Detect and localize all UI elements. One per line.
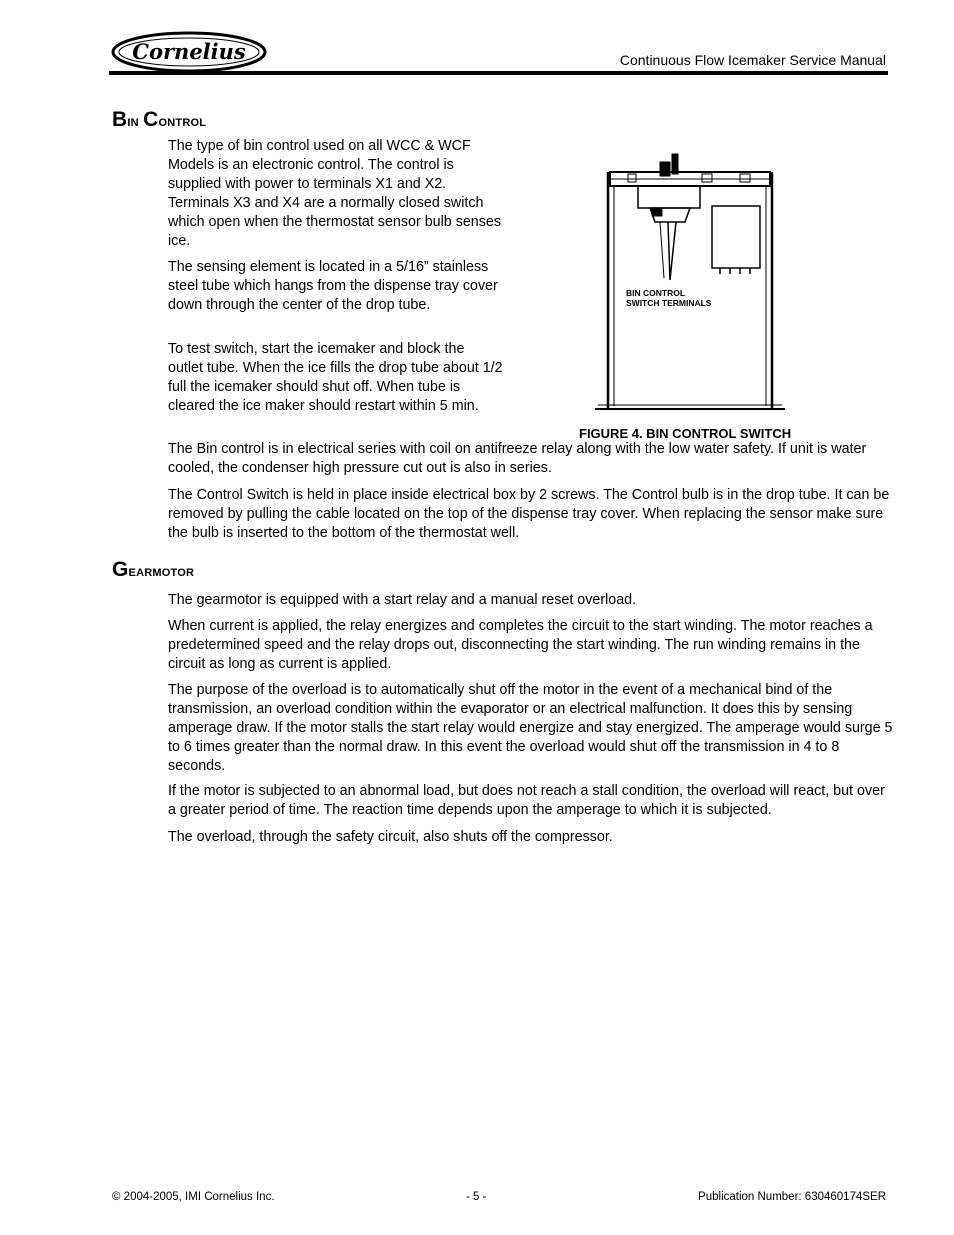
cornelius-logo bbox=[109, 27, 269, 77]
bin-control-heading: Bin Control bbox=[112, 108, 207, 131]
bin-control-paragraph-1: The type of bin control used on all WCC & WCF Models is an electronic control. The control is supplied with power to terminals X1 and X2. Terminals X3 and X4 are a normally closed switch which open when the thermostat sensor bulb senses ice. bbox=[168, 138, 501, 249]
gearmotor-paragraph-3: The purpose of the overload is to automatically shut off the motor in the event of a mechanical bind of the transmission, an overload condition within the evaporator or an electrical malfunction. It does this by sensing amperage draw. If the motor stalls the start relay would energize and stay energized. The amperage would surge 5 to 6 times greater than the normal draw. In this event the overload would shut off the transmission in 4 to 8 seconds. bbox=[168, 682, 893, 774]
manual-title: Continuous Flow Icemaker Service Manual bbox=[619, 52, 886, 68]
gearmotor-paragraph-2: When current is applied, the relay energizes and completes the circuit to the start winding. The motor reaches a predetermined speed and the relay drops out, disconnecting the start winding. The run winding remains in the circuit as long as current is applied. bbox=[168, 618, 873, 672]
footer-publication-number: Publication Number: 630460174SER bbox=[698, 1191, 886, 1203]
bin-control-paragraph-4: The Bin control is in electrical series with coil on antifreeze relay along with the low water safety. If unit is water cooled, the condenser high pressure cut out is also in series. bbox=[168, 441, 867, 476]
gearmotor-paragraph-5: The overload, through the safety circuit, also shuts off the compressor. bbox=[168, 829, 613, 845]
footer-page-number: - 5 - bbox=[466, 1191, 487, 1203]
figure-caption: FIGURE 4. BIN CONTROL SWITCH bbox=[579, 426, 792, 441]
bin-control-paragraph-3: To test switch, start the icemaker and block the outlet tube. When the ice fills the drop tube about 1/2 full the icemaker should shut off. When tube is cleared the ice maker should restart within 5 min. bbox=[168, 341, 503, 414]
gearmotor-paragraph-1: The gearmotor is equipped with a start relay and a manual reset overload. bbox=[168, 592, 637, 608]
bin-control-paragraph-5: The Control Switch is held in place inside electrical box by 2 screws. The Control bulb is in the drop tube. It can be removed by pulling the cable located on the top of the dispense tray cover. When replacing the sensor make sure the bulb is inserted to the bottom of the thermostat well. bbox=[168, 487, 890, 541]
header-rule bbox=[109, 71, 888, 75]
footer-copyright: © 2004-2005, IMI Cornelius Inc. bbox=[112, 1191, 275, 1203]
svg-text:Cornelius: Cornelius bbox=[132, 39, 246, 64]
bin-control-switch-figure bbox=[590, 150, 795, 415]
gearmotor-paragraph-4: If the motor is subjected to an abnormal load, but does not reach a stall condition, the overload will react, but over a greater period of time. The reaction time depends upon the amperage to which it is subjected. bbox=[168, 783, 885, 818]
gearmotor-heading: Gearmotor bbox=[112, 558, 195, 581]
figure-label: BIN CONTROL SWITCH TERMINALS bbox=[626, 288, 712, 308]
bin-control-paragraph-2: The sensing element is located in a 5/16” stainless steel tube which hangs from the dispense tray cover down through the center of the drop tube. bbox=[168, 259, 498, 313]
